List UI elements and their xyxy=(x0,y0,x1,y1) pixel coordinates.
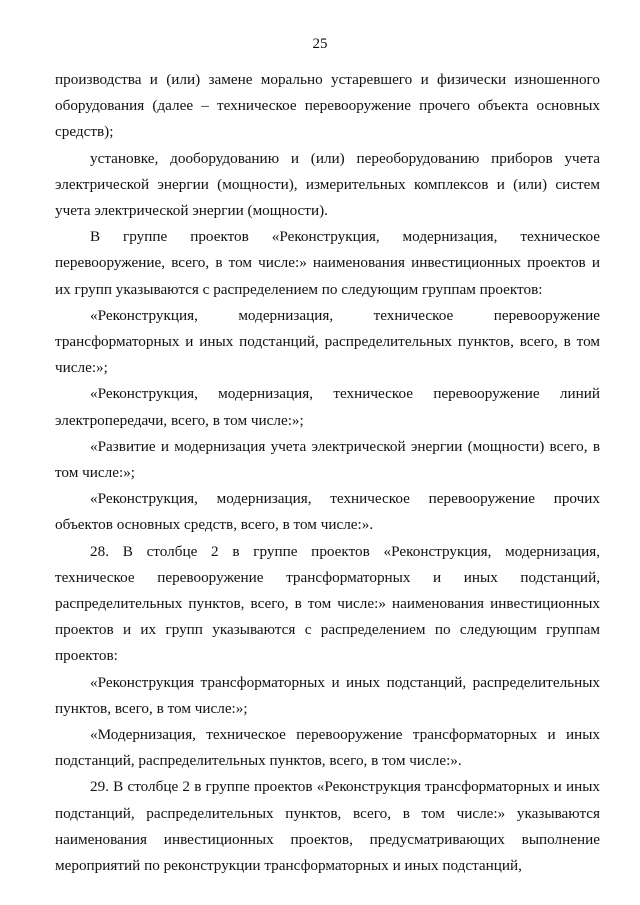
list-item-other-assets: «Реконструкция, модернизация, техническое перевооружение прочих объектов основных средств, всего, в том числе:». xyxy=(55,490,600,534)
document-body xyxy=(55,67,600,879)
list-item-substation-modernization: «Модернизация, техническое перевооружение трансформаторных и иных подстанций, распределительных пунктов, всего, в том числе:». xyxy=(55,726,600,770)
page-number: 25 xyxy=(312,36,328,52)
paragraph-section-28: 28. В столбце 2 в группе проектов «Реконструкция, модернизация, техническое перевооружение трансформаторных и иных подстанций, распределительных пунктов, всего, в том числе:» наименования инвестиционных проектов и их групп указываются с распределением по следующим группам проектов: xyxy=(55,542,600,665)
paragraph-continuation: производства и (или) замене морально устаревшего и физически изношенного оборудования (далее – техническое перевооружение прочего объекта основных средств); xyxy=(55,71,600,141)
paragraph-metering-devices: установке, дооборудованию и (или) переоборудованию приборов учета электрической энергии (мощности), измерительных комплексов и (или) систем учета электрической энергии (мощности). xyxy=(55,149,600,220)
list-item-substations: «Реконструкция, модернизация, техническое перевооружение трансформаторных и иных подстанций, распределительных пунктов, всего, в том числе:»; xyxy=(55,306,600,377)
list-item-power-lines: «Реконструкция, модернизация, техническое перевооружение линий электропередачи, всего, в том числе:»; xyxy=(55,385,600,429)
list-item-metering: «Развитие и модернизация учета электрической энергии (мощности) всего, в том числе:»; xyxy=(55,437,600,482)
paragraph-section-29: 29. В столбце 2 в группе проектов «Реконструкция трансформаторных и иных подстанций, распределительных пунктов, всего, в том числе:» указываются наименования инвестиционных проектов, предусматривающих выполнение мероприятий по реконструкции трансформаторных и иных подстанций, xyxy=(55,778,600,875)
list-item-substation-reconstruction: «Реконструкция трансформаторных и иных подстанций, распределительных пунктов, всего, в том числе:»; xyxy=(55,673,600,717)
paragraph-reconstruction-group: В группе проектов «Реконструкция, модернизация, техническое перевооружение, всего, в том числе:» наименования инвестиционных проектов и их групп указываются с распределением по следующим группам проектов: xyxy=(55,228,600,298)
